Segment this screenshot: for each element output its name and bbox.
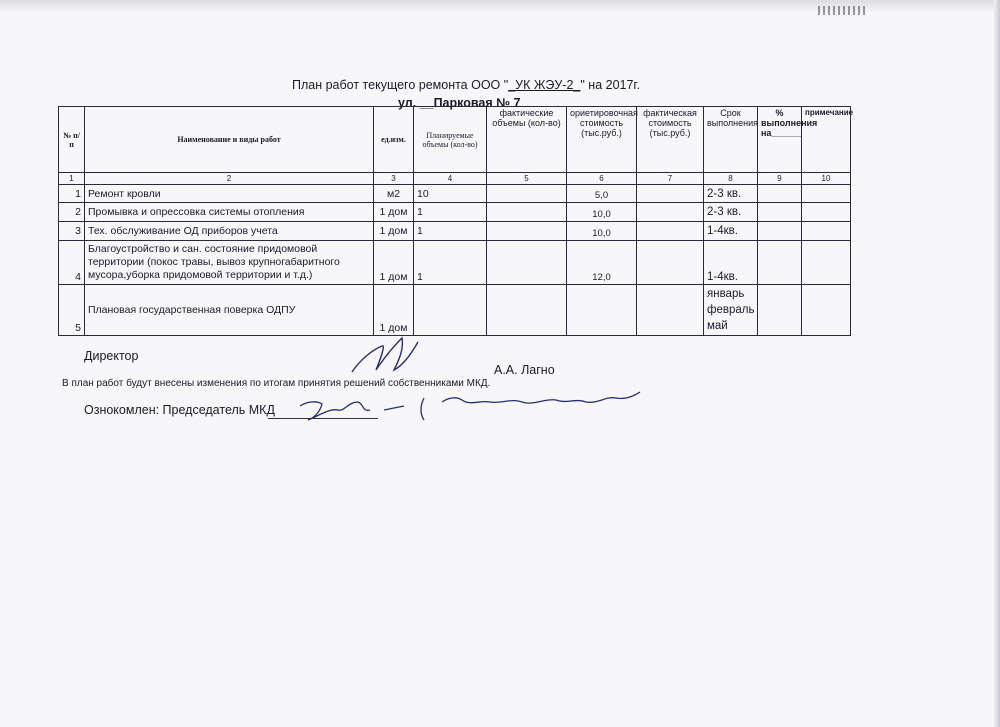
header-period: Срок выполнения xyxy=(704,107,758,173)
header-note: примечание xyxy=(802,107,851,173)
col-number: 2 xyxy=(85,173,374,185)
row-name: Тех. обслуживание ОД приборов учета xyxy=(85,222,374,241)
row-num: 4 xyxy=(59,241,85,285)
header-actual-cost: фактическая стоимость (тыс.руб.) xyxy=(637,107,704,173)
row-period: 1-4кв. xyxy=(704,241,758,285)
row-name: Плановая государственная поверка ОДПУ xyxy=(85,285,374,336)
col-number: 9 xyxy=(758,173,802,185)
row-planned: 10 xyxy=(414,185,487,203)
header-planned: Планируемые объемы (кол-во) xyxy=(414,107,487,173)
header-actual-volume: фактические объемы (кол-во) xyxy=(487,107,567,173)
title-suffix: " на 2017г. xyxy=(580,78,640,92)
col-number: 3 xyxy=(374,173,414,185)
col-number: 4 xyxy=(414,173,487,185)
header-num: № п/п xyxy=(59,107,85,173)
row-name: Промывка и опрессовка системы отопления xyxy=(85,203,374,222)
row-name: Благоустройство и сан. состояние придомовой территории (покос травы, вывоз крупногабаритного мусора,уборка придомовой территории и т.д.) xyxy=(85,241,374,285)
header-percent: % выполнения на______ xyxy=(758,107,802,173)
row-planned: 1 xyxy=(414,203,487,222)
title-prefix: План работ текущего ремонта ООО " xyxy=(292,78,509,92)
row-period: 1-4кв. xyxy=(704,222,758,241)
col-number: 1 xyxy=(59,173,85,185)
row-num: 2 xyxy=(59,203,85,222)
row-unit: 1 дом xyxy=(374,222,414,241)
row-est-cost: 12,0 xyxy=(567,241,637,285)
company-name: _УК ЖЭУ-2_ xyxy=(508,78,581,92)
row-est-cost: 10,0 xyxy=(567,222,637,241)
row-num: 3 xyxy=(59,222,85,241)
row-period: 2-3 кв. xyxy=(704,185,758,203)
row-planned: 1 xyxy=(414,222,487,241)
row-num: 5 xyxy=(59,285,85,336)
chairman-signature xyxy=(300,392,640,420)
row-period: январь февраль май xyxy=(704,285,758,336)
row-name: Ремонт кровли xyxy=(85,185,374,203)
acknowledgement-label: Ознокомлен: Председатель МКД xyxy=(84,403,275,417)
address: ул. __Парковая № 7 xyxy=(398,96,521,110)
col-number: 7 xyxy=(637,173,704,185)
change-note: В план работ будут внесены изменения по итогам принятия решений собственниками МКД. xyxy=(62,378,491,389)
director-label: Директор xyxy=(84,349,139,363)
row-unit: 1 дом xyxy=(374,203,414,222)
row-est-cost: 5,0 xyxy=(567,185,637,203)
director-name: А.А. Лагно xyxy=(494,363,555,377)
director-signature xyxy=(352,338,418,372)
row-est-cost: 10,0 xyxy=(567,203,637,222)
row-unit: 1 дом xyxy=(374,285,414,336)
row-unit: 1 дом xyxy=(374,241,414,285)
header-est-cost: ориетировочная стоимость (тыс.руб.) xyxy=(567,107,637,173)
col-number: 5 xyxy=(487,173,567,185)
row-period: 2-3 кв. xyxy=(704,203,758,222)
row-num: 1 xyxy=(59,185,85,203)
col-number: 6 xyxy=(567,173,637,185)
col-number: 10 xyxy=(802,173,851,185)
header-name: Наименование и виды работ xyxy=(85,107,374,173)
row-unit: м2 xyxy=(374,185,414,203)
header-unit: ед.изм. xyxy=(374,107,414,173)
row-planned: 1 xyxy=(414,241,487,285)
col-number: 8 xyxy=(704,173,758,185)
